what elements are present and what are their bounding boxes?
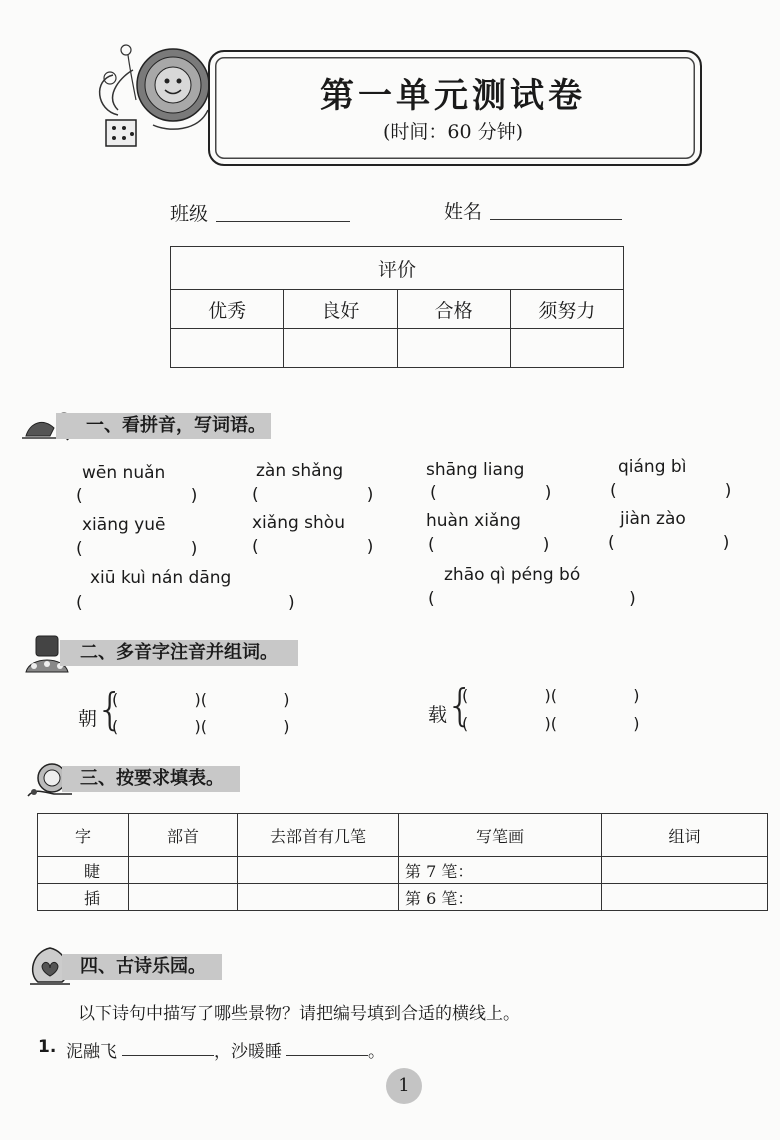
answer-zai-2[interactable]: ( )( ) xyxy=(462,714,640,733)
answer-xiu-kui-nan-dang[interactable]: ( ) xyxy=(76,593,295,613)
pinyin-zhao-qi-peng-bo: zhāo qì péng bó xyxy=(444,565,581,585)
cell-word-cha[interactable] xyxy=(602,884,768,911)
evaluation-title: 评价 xyxy=(171,247,624,290)
answer-zai-1[interactable]: ( )( ) xyxy=(462,686,640,705)
name-field[interactable] xyxy=(490,219,622,220)
question1-text-b: ，沙暖睡 xyxy=(214,1042,282,1062)
grade-cell-excellent[interactable] xyxy=(171,329,284,368)
question1-text-a: 泥融飞 xyxy=(66,1042,117,1062)
question1-blank-1[interactable] xyxy=(122,1055,214,1056)
cell-word-jie[interactable] xyxy=(602,857,768,884)
name-label: 姓名 xyxy=(444,201,483,223)
cell-radical-jie[interactable] xyxy=(129,857,238,884)
answer-huan-xiang[interactable]: ( ) xyxy=(428,535,550,555)
pinyin-xiang-shou: xiǎng shòu xyxy=(252,513,345,533)
title-illustration xyxy=(88,40,218,150)
pinyin-qiang-bi: qiáng bì xyxy=(618,457,687,477)
pinyin-xiu-kui-nan-dang: xiū kuì nán dāng xyxy=(90,568,232,588)
grade-cell-pass[interactable] xyxy=(397,329,510,368)
col-header-word: 组词 xyxy=(602,814,768,857)
grade-excellent: 优秀 xyxy=(171,290,284,329)
cell-radical-cha[interactable] xyxy=(129,884,238,911)
answer-zhao-qi-peng-bo[interactable]: ( ) xyxy=(428,589,636,609)
brace-chao: { xyxy=(96,684,124,735)
row-char-jie: 睫 xyxy=(38,857,129,884)
col-header-write-stroke: 写笔画 xyxy=(399,814,602,857)
cell-stroke-count-jie[interactable] xyxy=(238,857,399,884)
page-number: 1 xyxy=(386,1068,422,1104)
section4-instruction: 以下诗句中描写了哪些景物？请把编号填到合适的横线上。 xyxy=(78,1004,520,1024)
cell-stroke-count-cha[interactable] xyxy=(238,884,399,911)
cell-stroke-cha[interactable]: 第 6 笔： xyxy=(399,884,602,911)
answer-jian-zao[interactable]: ( ) xyxy=(608,533,730,553)
pinyin-xiang-yue: xiāng yuē xyxy=(82,515,166,535)
answer-wen-nuan[interactable]: ( ) xyxy=(76,486,198,506)
col-header-radical: 部首 xyxy=(129,814,238,857)
evaluation-table xyxy=(170,246,624,368)
cell-stroke-jie[interactable]: 第 7 笔： xyxy=(399,857,602,884)
page-subtitle: (时间：60 分钟) xyxy=(382,121,524,143)
fill-table xyxy=(37,813,768,911)
page-title: 第一单元测试卷 xyxy=(320,76,586,116)
col-header-char: 字 xyxy=(38,814,129,857)
question1-number: 1. xyxy=(38,1037,57,1057)
answer-chao-1[interactable]: ( )( ) xyxy=(112,690,290,709)
answer-xiang-yue[interactable]: ( ) xyxy=(76,539,198,559)
pinyin-jian-zao: jiàn zào xyxy=(620,509,686,529)
polyphone-chao: 朝 xyxy=(78,708,98,730)
section4-title: 四、古诗乐园。 xyxy=(80,956,206,977)
section2-title: 二、多音字注音并组词。 xyxy=(80,642,278,663)
answer-xiang-shou[interactable]: ( ) xyxy=(252,537,374,557)
row-char-cha: 插 xyxy=(38,884,129,911)
question1-blank-2[interactable] xyxy=(286,1055,368,1056)
pinyin-shang-liang: shāng liang xyxy=(426,460,525,480)
grade-needs-work: 须努力 xyxy=(510,290,623,329)
section3-title: 三、按要求填表。 xyxy=(80,768,224,789)
grade-cell-good[interactable] xyxy=(284,329,397,368)
class-field[interactable] xyxy=(216,221,350,222)
answer-zan-shang[interactable]: ( ) xyxy=(252,485,374,505)
class-label: 班级 xyxy=(170,203,209,225)
grade-good: 良好 xyxy=(284,290,397,329)
pinyin-wen-nuan: wēn nuǎn xyxy=(82,463,166,483)
section1-title: 一、看拼音，写词语。 xyxy=(86,415,266,436)
brace-zai: { xyxy=(446,680,474,731)
answer-qiang-bi[interactable]: ( ) xyxy=(610,481,732,501)
pinyin-zan-shang: zàn shǎng xyxy=(256,461,344,481)
col-header-stroke-count: 去部首有几笔 xyxy=(238,814,399,857)
answer-shang-liang[interactable]: ( ) xyxy=(430,483,552,503)
answer-chao-2[interactable]: ( )( ) xyxy=(112,717,290,736)
pinyin-huan-xiang: huàn xiǎng xyxy=(426,511,521,531)
grade-pass: 合格 xyxy=(397,290,510,329)
grade-cell-needs-work[interactable] xyxy=(510,329,623,368)
polyphone-zai: 载 xyxy=(428,704,448,726)
question1-text-c: 。 xyxy=(368,1042,385,1062)
